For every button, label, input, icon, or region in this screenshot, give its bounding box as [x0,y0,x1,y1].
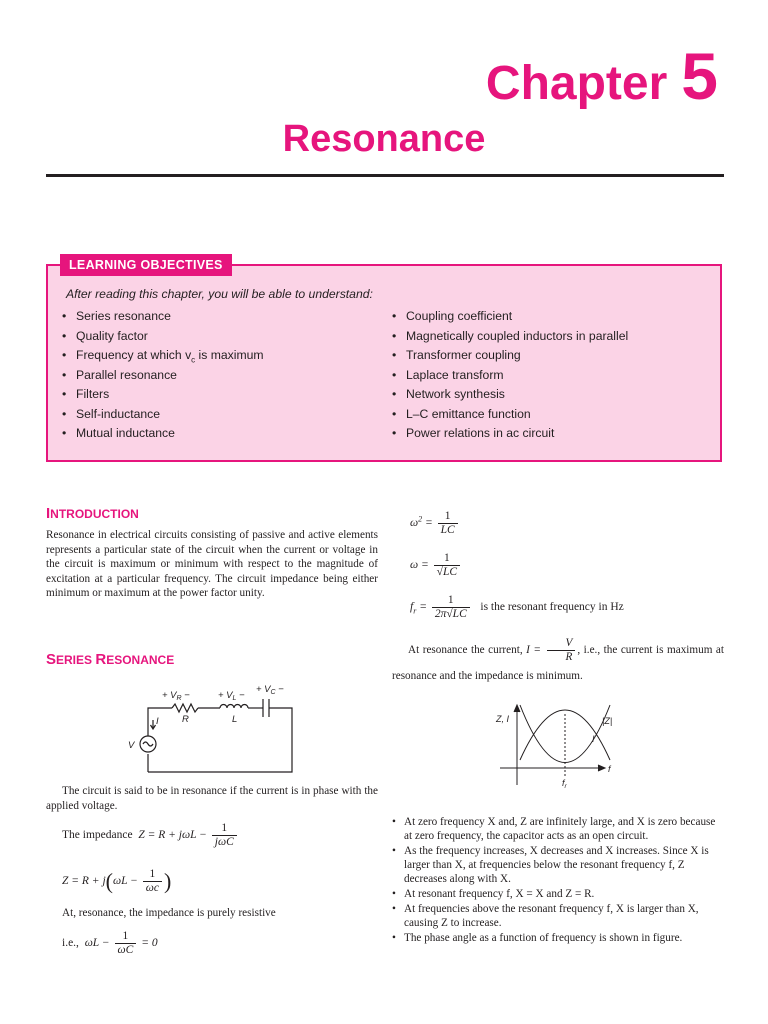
svg-text:L: L [232,714,238,725]
svg-text:R: R [182,714,189,725]
svg-text:+ VC −: + $V_C$ − [256,684,284,696]
objective-item: • Power relations in ac circuit [392,426,555,440]
capacitor-icon [263,699,269,717]
resistor-icon [172,704,198,712]
chapter-number: 5 [681,39,718,113]
objective-item: • Magnetically coupled inductors in parallel [392,328,629,343]
learning-objectives-intro: After reading this chapter, you will be able to understand: [66,287,373,301]
objective-item: • Filters [62,387,110,401]
omega-equation: ω = $\frac{1}{√LC}$ [410,552,462,579]
series-rlc-circuit [120,680,310,780]
resonance-condition-equation: i.e., ωL − $\frac{1}{\omega C}$ = 0 [62,930,158,956]
introduction-heading: INTRODUCTION [46,505,139,522]
impedance-current-graph [490,700,620,790]
bullet-item: • At zero frequency X and, Z are infinitely large, and X is zero because at zero frequency, the capacitor acts as an open circuit. [392,815,724,843]
impedance-equation-2: Z = R + j(ωL − $\frac{1}{\omega c}$ ) [62,868,172,894]
chapter-word: Chapter [485,57,668,110]
svg-text:Z, I: Z, I [496,714,509,724]
inductor-icon [220,705,248,709]
chapter-label [486,38,718,114]
introduction-text: Resonance in electrical circuits consisting of passive and active elements represents a particular state of the circuit when the current or voltage in the circuit is maximum or minimum with respect to the magnitude of excitation at a particular frequency. The circuit impedance being either minimum or maximum at the power factor unity. [46,529,378,600]
objective-item: • Mutual inductance [62,426,175,440]
objective-item: • Self-inductance [62,406,161,421]
objective-item: • Series resonance [62,309,171,323]
objective-item: • Coupling coefficient [392,309,513,323]
objectives-right-list [392,307,628,444]
omega-squared-equation: $\omega^2$ = $\frac{1}{LC}$ [410,510,460,537]
objective-item: • Transformer coupling [392,348,521,362]
svg-text:I: I [592,734,595,744]
objective-item: • Laplace transform [392,367,504,382]
bullet-item: • As the frequency increases, X decreases and X increases. Since X is larger than X, at frequencies below the resonant frequency f, Z decreases along with X. [392,844,724,886]
purely-resistive-text: At, resonance, the impedance is purely resistive [62,907,276,919]
title-divider [46,174,724,177]
objectives-left-list [62,307,264,444]
svg-text:+ VR −: + $V_R$ − [162,690,190,702]
svg-text:f: f [608,764,611,774]
objective-item: • Quality factor [62,328,148,343]
chapter-title: Resonance [282,118,486,160]
svg-text:+ VL −: + $V_L$ − [218,690,245,702]
learning-objectives-tab: LEARNING OBJECTIVES [60,254,232,276]
series-resonance-heading: SERIES RESONANCE [46,651,175,668]
objective-item: • Parallel resonance [62,367,177,382]
svg-text:|Z|: |Z| [602,716,613,726]
bullet-item: • At resonant frequency f, X = X and Z = R. [392,887,724,901]
objective-item: • L–C emittance function [392,406,531,421]
objective-item: • Frequency at which $v_c$ is maximum [62,348,264,365]
svg-text:fr: $f_r$ [562,778,567,790]
impedance-equation: The impedance Z = R + jωL − $\frac{1}{\text{jωC}}$ [62,822,239,849]
impedance-curve [520,705,613,763]
objective-item: • Network synthesis [392,387,505,401]
resonance-bullets [392,815,724,946]
resonance-current-text: At resonance the current, I = $\frac{V}{R}$ , i.e., the current is maximum at resonance and the impedance is minimum. [392,637,725,682]
svg-text:V: V [128,740,135,751]
bullet-item: • The phase angle as a function of frequency is shown in figure. [392,931,724,945]
resonance-definition-text: The circuit is said to be in resonance if the current is in phase with the applied voltage. [46,785,378,812]
svg-text:I: I [156,716,159,727]
resonant-frequency-equation: $f_r$ = $\frac{1}{2\pi√LC}$ is the resonant frequency in Hz [410,594,624,620]
bullet-item: • At frequencies above the resonant frequency f, X is larger than X, causing Z to increase. [392,902,724,930]
